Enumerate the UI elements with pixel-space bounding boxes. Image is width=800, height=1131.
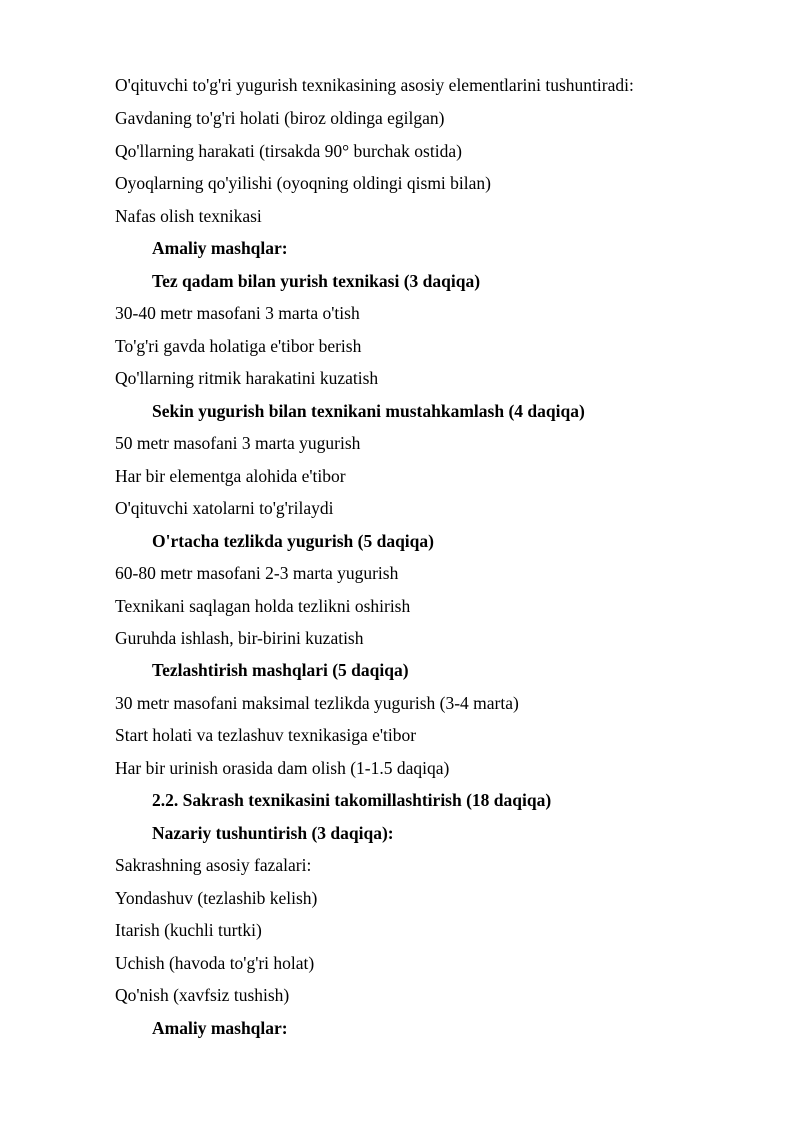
list-item: O'qituvchi xatolarni to'g'rilaydi (115, 498, 334, 518)
list-item: Har bir elementga alohida e'tibor (115, 466, 346, 486)
list-item: 60-80 metr masofani 2-3 marta yugurish (115, 563, 399, 583)
intro-line: O'qituvchi to'g'ri yugurish texnikasining asosiy elementlarini tushuntiradi: (115, 75, 634, 95)
list-item: To'g'ri gavda holatiga e'tibor berish (115, 336, 362, 356)
section-heading: 2.2. Sakrash texnikasini takomillashtirish (18 daqiqa) (152, 790, 552, 810)
section-heading: Amaliy mashqlar: (152, 1018, 288, 1038)
list-item: 50 metr masofani 3 marta yugurish (115, 433, 361, 453)
list-item: Qo'nish (xavfsiz tushish) (115, 985, 290, 1005)
list-item: Oyoqlarning qo'yilishi (oyoqning oldingi qismi bilan) (115, 173, 491, 193)
list-item: Qo'llarning ritmik harakatini kuzatish (115, 368, 379, 388)
section-heading: Tez qadam bilan yurish texnikasi (3 daqiqa) (152, 271, 481, 291)
list-item: Gavdaning to'g'ri holati (biroz oldinga egilgan) (115, 108, 445, 128)
section-heading: Nazariy tushuntirish (3 daqiqa): (152, 823, 394, 843)
list-item: Texnikani saqlagan holda tezlikni oshirish (115, 596, 411, 616)
list-item: 30 metr masofani maksimal tezlikda yugurish (3-4 marta) (115, 693, 519, 713)
section-heading: O'rtacha tezlikda yugurish (5 daqiqa) (152, 531, 434, 551)
section-heading: Amaliy mashqlar: (152, 238, 288, 258)
list-item: 30-40 metr masofani 3 marta o'tish (115, 303, 360, 323)
list-item: Nafas olish texnikasi (115, 206, 262, 226)
list-item: Start holati va tezlashuv texnikasiga e'tibor (115, 725, 417, 745)
list-item: Har bir urinish orasida dam olish (1-1.5 daqiqa) (115, 758, 450, 778)
list-item: Qo'llarning harakati (tirsakda 90° burchak ostida) (115, 141, 462, 161)
list-item: Yondashuv (tezlashib kelish) (115, 888, 318, 908)
section-heading: Tezlashtirish mashqlari (5 daqiqa) (152, 660, 409, 680)
list-item: Itarish (kuchli turtki) (115, 920, 262, 940)
section-heading: Sekin yugurish bilan texnikani mustahkamlash (4 daqiqa) (152, 401, 585, 421)
list-item: Uchish (havoda to'g'ri holat) (115, 953, 315, 973)
list-item: Guruhda ishlash, bir-birini kuzatish (115, 628, 364, 648)
list-item: Sakrashning asosiy fazalari: (115, 855, 312, 875)
